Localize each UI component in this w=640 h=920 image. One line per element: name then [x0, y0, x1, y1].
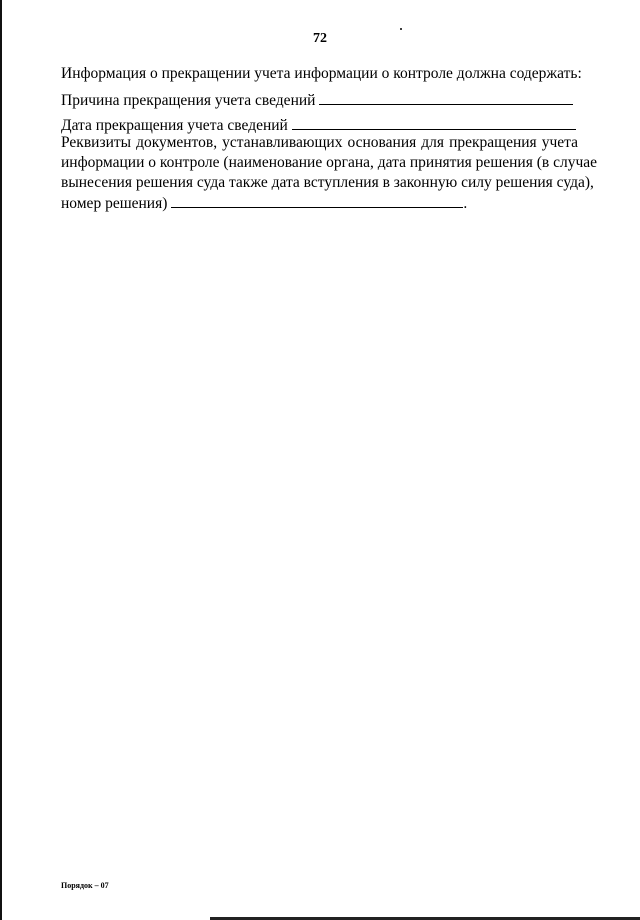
- requisites-paragraph: [61, 133, 597, 214]
- decision-number-blank[interactable]: [171, 193, 463, 208]
- requisites-line: информации о контроле (наименование органа, дата принятия решения (в случае: [61, 154, 597, 171]
- scan-speck: [400, 28, 402, 30]
- intro-text: Информация о прекращении учета информации о контроле должна содержать:: [61, 65, 582, 82]
- scan-edge: [0, 0, 2, 920]
- requisites-line: Реквизиты документов, устанавливающих основания для прекращения учета: [61, 134, 578, 151]
- reason-field-row: [61, 90, 573, 111]
- requisites-last-line: [61, 193, 578, 214]
- reason-field-blank[interactable]: [319, 90, 573, 105]
- footer-code: Порядок – 07: [61, 881, 109, 890]
- reason-field-label: Причина прекращения учета сведений: [61, 92, 316, 109]
- requisites-line: вынесения решения суда также дата вступления в законную силу решения суда),: [61, 174, 594, 191]
- decision-number-label: номер решения): [61, 195, 168, 212]
- date-field-label: Дата прекращения учета сведений: [61, 117, 288, 134]
- period: .: [463, 195, 468, 212]
- date-field-blank[interactable]: [292, 115, 576, 130]
- page-number: 72: [313, 31, 327, 46]
